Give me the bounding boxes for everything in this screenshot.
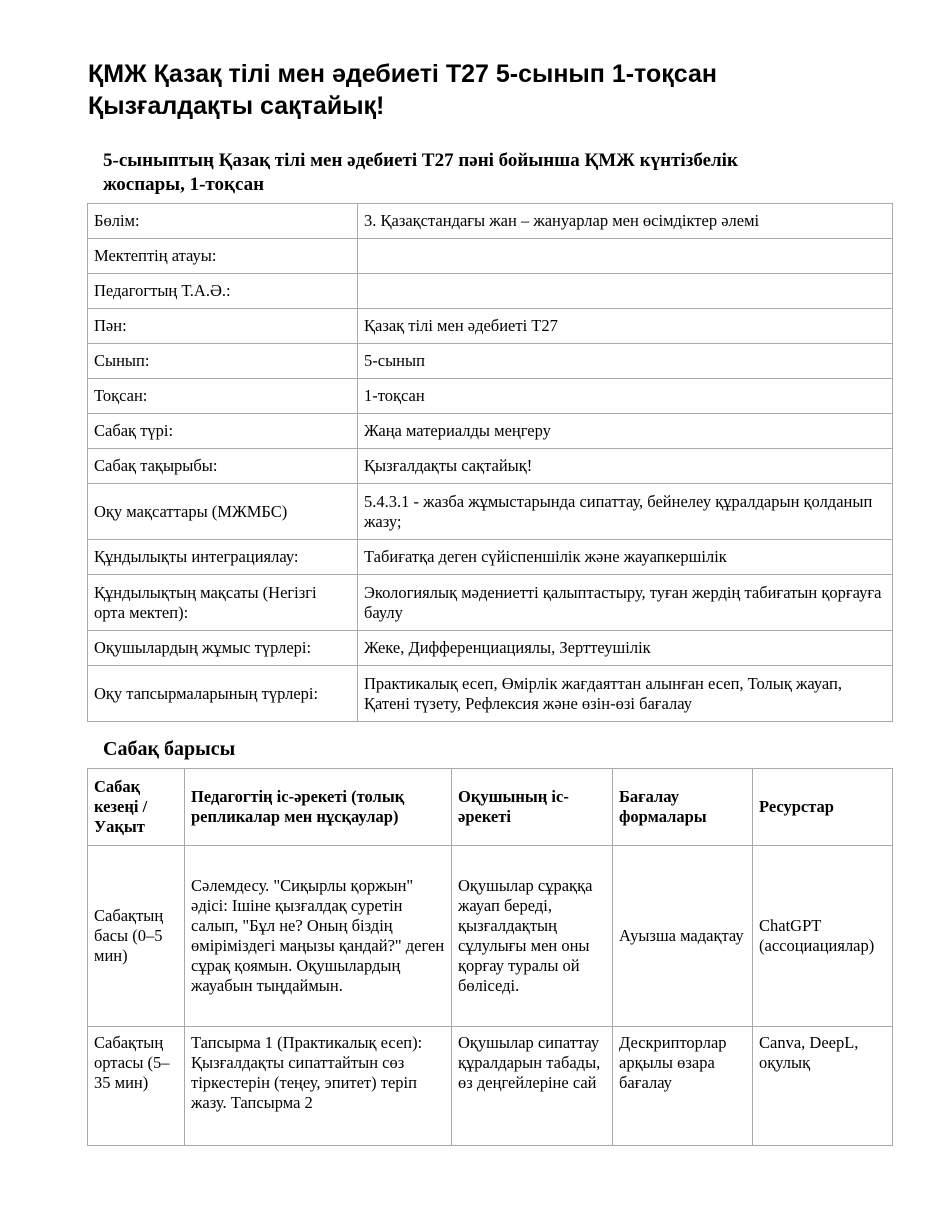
table-row bbox=[88, 379, 893, 414]
plan-subtitle-line-1: 5-сыныптың Қазақ тілі мен әдебиеті Т27 пәні бойынша ҚМЖ күнтізбелік bbox=[103, 150, 738, 171]
column-header-resources: Ресурстар bbox=[753, 769, 893, 846]
info-key: Сынып: bbox=[88, 344, 358, 379]
lesson-stage: Сабақтың басы (0–5 мин) bbox=[88, 846, 185, 1027]
table-row bbox=[88, 414, 893, 449]
document-title-line-1: ҚМЖ Қазақ тілі мен әдебиеті Т27 5-сынып 1-тоқсан bbox=[88, 60, 717, 88]
lesson-flow-heading: Сабақ барысы bbox=[103, 738, 236, 760]
lesson-stage: Сабақтың ортасы (5–35 мин) bbox=[88, 1027, 185, 1146]
info-value: 5.4.3.1 - жазба жұмыстарында сипаттау, бейнелеу құралдарын қолданып жазу; bbox=[358, 484, 893, 540]
info-value: 3. Қазақстандағы жан – жануарлар мен өсімдіктер әлемі bbox=[358, 204, 893, 239]
info-value: Экологиялық мәдениетті қалыптастыру, туған жердің табиғатын қорғауға баулу bbox=[358, 575, 893, 631]
teacher-activity: Сәлемдесу. "Сиқырлы қоржын" әдісі: Ішіне қызғалдақ суретін салып, "Бұл не? Оның біздің өміріміздегі маңызы қандай?" деген сұрақ қоямын. Оқушылардың жауабын тыңдаймын. bbox=[185, 846, 452, 1027]
teacher-activity: Тапсырма 1 (Практикалық есеп): Қызғалдақты сипаттайтын сөз тіркестерін (теңеу, эпитет) теріп жазу. Тапсырма 2 bbox=[185, 1027, 452, 1146]
info-key: Құндылықты интеграциялау: bbox=[88, 540, 358, 575]
table-header-row bbox=[88, 769, 893, 846]
document-title bbox=[88, 58, 888, 122]
info-value: Қазақ тілі мен әдебиеті Т27 bbox=[358, 309, 893, 344]
info-key: Сабақ тақырыбы: bbox=[88, 449, 358, 484]
table-row bbox=[88, 449, 893, 484]
info-key: Педагогтың Т.А.Ә.: bbox=[88, 274, 358, 309]
table-row bbox=[88, 575, 893, 631]
info-value: Жеке, Дифференциациялы, Зерттеушілік bbox=[358, 631, 893, 666]
table-row bbox=[88, 239, 893, 274]
info-value: Табиғатқа деген сүйіспеншілік және жауапкершілік bbox=[358, 540, 893, 575]
resources: Canva, DeepL, оқулық bbox=[753, 1027, 893, 1146]
info-key: Бөлім: bbox=[88, 204, 358, 239]
info-key: Тоқсан: bbox=[88, 379, 358, 414]
table-row bbox=[88, 666, 893, 722]
table-row bbox=[88, 484, 893, 540]
table-row bbox=[88, 540, 893, 575]
info-key: Құндылықтың мақсаты (Негізгі орта мектеп): bbox=[88, 575, 358, 631]
lesson-info-table bbox=[87, 203, 893, 722]
column-header-stage: Сабақ кезеңі / Уақыт bbox=[88, 769, 185, 846]
info-key: Пән: bbox=[88, 309, 358, 344]
student-activity: Оқушылар сипаттау құралдарын табады, өз деңгейлеріне сай bbox=[452, 1027, 613, 1146]
assessment-form: Дескрипторлар арқылы өзара бағалау bbox=[613, 1027, 753, 1146]
info-value bbox=[358, 274, 893, 309]
info-key: Сабақ түрі: bbox=[88, 414, 358, 449]
table-row bbox=[88, 344, 893, 379]
info-key: Оқушылардың жұмыс түрлері: bbox=[88, 631, 358, 666]
column-header-student-activity: Оқушының іс-әрекеті bbox=[452, 769, 613, 846]
resources: ChatGPT (ассоциациялар) bbox=[753, 846, 893, 1027]
info-value: Жаңа материалды меңгеру bbox=[358, 414, 893, 449]
lesson-flow-table bbox=[87, 768, 893, 1146]
assessment-form: Ауызша мадақтау bbox=[613, 846, 753, 1027]
info-value: 1-тоқсан bbox=[358, 379, 893, 414]
document-title-line-2: Қызғалдақты сақтайық! bbox=[88, 92, 385, 120]
plan-subtitle bbox=[103, 149, 883, 197]
info-value: 5-сынып bbox=[358, 344, 893, 379]
info-key: Оқу тапсырмаларының түрлері: bbox=[88, 666, 358, 722]
info-value: Қызғалдақты сақтайық! bbox=[358, 449, 893, 484]
info-value bbox=[358, 239, 893, 274]
info-key: Мектептің атауы: bbox=[88, 239, 358, 274]
table-row bbox=[88, 846, 893, 1027]
info-key: Оқу мақсаттары (МЖМБС) bbox=[88, 484, 358, 540]
table-row bbox=[88, 204, 893, 239]
table-row bbox=[88, 631, 893, 666]
table-row bbox=[88, 309, 893, 344]
table-row bbox=[88, 274, 893, 309]
column-header-assessment: Бағалау формалары bbox=[613, 769, 753, 846]
table-row bbox=[88, 1027, 893, 1146]
column-header-teacher-activity: Педагогтің іс-әрекеті (толық репликалар мен нұсқаулар) bbox=[185, 769, 452, 846]
info-value: Практикалық есеп, Өмірлік жағдаяттан алынған есеп, Толық жауап, Қатені түзету, Рефлексия және өзін-өзі бағалау bbox=[358, 666, 893, 722]
plan-subtitle-line-2: жоспары, 1-тоқсан bbox=[103, 174, 265, 195]
student-activity: Оқушылар сұраққа жауап береді, қызғалдақтың сұлулығы мен оны қорғау туралы ой бөліседі. bbox=[452, 846, 613, 1027]
